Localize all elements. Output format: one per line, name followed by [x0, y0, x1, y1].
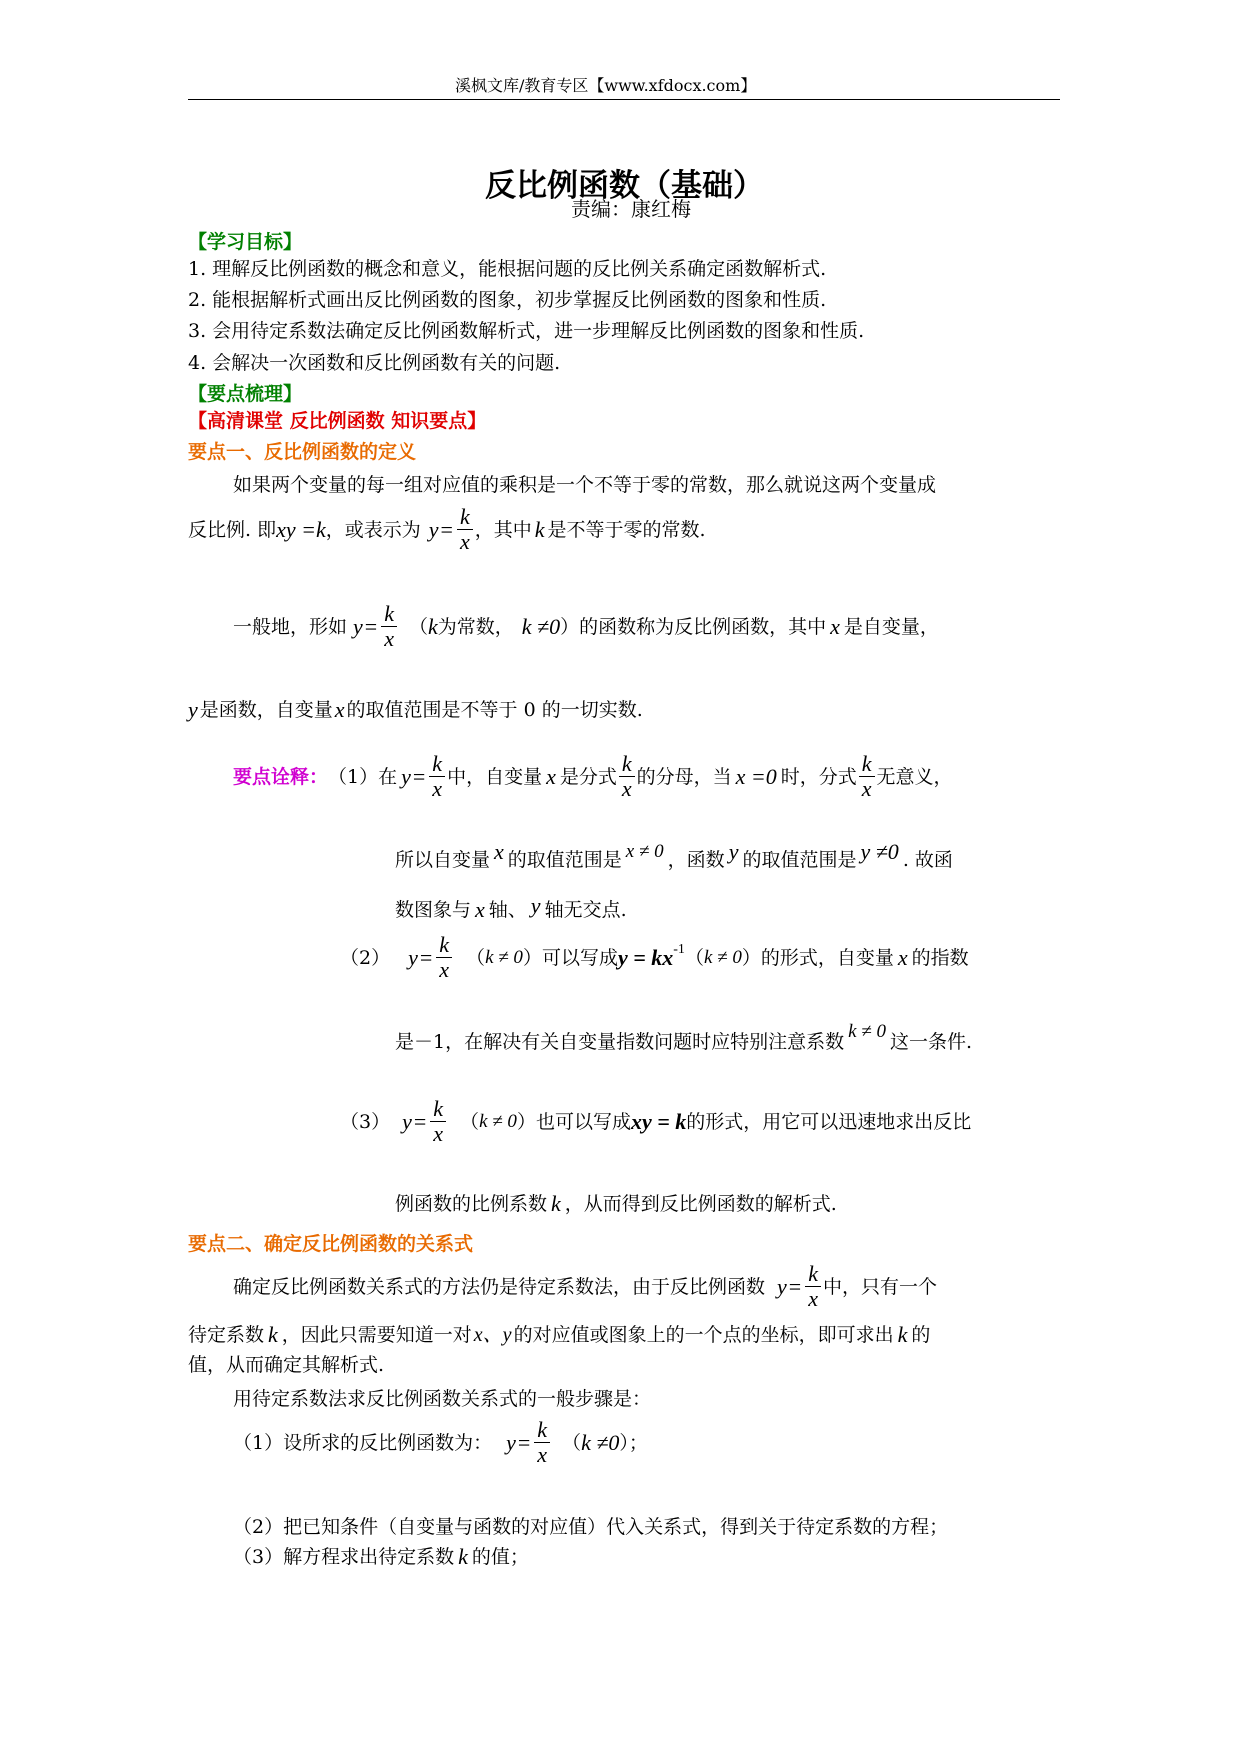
math-y: y [188, 697, 198, 722]
formula-k-neq-0: k ≠0 [521, 613, 561, 639]
math-x: x [546, 763, 556, 789]
fraction-denominator: x [459, 529, 470, 554]
point1-heading: 要点一、反比例函数的定义 [188, 441, 417, 463]
math-eq: = [788, 1273, 802, 1299]
point1-para1-line2 [188, 505, 706, 554]
site-header: 溪枫文库/教育专区【www.xfdocx.com】 [455, 76, 757, 95]
fraction-k-over-x [859, 752, 875, 801]
formula-x-eq-0: x =0 [735, 763, 777, 789]
text: 中，只有一个 [822, 1275, 937, 1298]
formula-xy-eq-k: xy = k [630, 1108, 687, 1134]
point1-para2 [233, 602, 939, 651]
text: ）也可以写成 [516, 1110, 631, 1133]
text: ，或表示为 [325, 518, 421, 541]
text: （ [562, 1431, 582, 1454]
text: 的形式，用它可以迅速地求出反比 [686, 1110, 972, 1133]
note1-line2 [395, 839, 953, 873]
exponent-neg-1: -1 [673, 941, 685, 957]
formula-k-neq-0: k ≠ 0 [703, 946, 742, 968]
fraction-denominator: x [432, 776, 443, 801]
point1-para1-line1: 如果两个变量的每一组对应值的乘积是一个不等于零的常数，那么就说这两个变量成 [233, 474, 937, 496]
text: （3）解方程求出待定系数 [233, 1546, 455, 1568]
note-label: 要点诠释： [233, 765, 329, 788]
math-y: y [408, 944, 418, 970]
step2: （2）把已知条件（自变量与函数的对应值）代入关系式，得到关于待定系数的方程； [233, 1516, 949, 1538]
math-k: k [897, 1322, 908, 1347]
math-x: x [830, 613, 840, 639]
fraction-numerator: k [439, 932, 450, 957]
math-x: x [334, 697, 345, 722]
point2-para1-line1 [233, 1262, 937, 1311]
fraction-denominator: x [861, 776, 872, 801]
fraction-k-over-x [457, 505, 473, 554]
text: （2） [340, 946, 391, 969]
math-k: k [268, 1322, 278, 1347]
text: 的对应值或图象上的一个点的坐标，即可求出 [513, 1324, 894, 1346]
math-y: y [402, 1108, 412, 1134]
goal-item: 1. 理解反比例函数的概念和意义，能根据问题的反比例关系确定函数解析式. [188, 258, 827, 280]
fraction-k-over-x [430, 1097, 446, 1146]
fraction-k-over-x [381, 602, 397, 651]
fraction-k-over-x [534, 1418, 550, 1467]
text: 的 [911, 1324, 931, 1346]
fraction-denominator: x [621, 776, 632, 801]
math-x: x [475, 897, 485, 922]
fraction-k-over-x [429, 752, 445, 801]
text: 中，自变量 [447, 765, 543, 788]
math-y: y [401, 763, 411, 789]
text: ）可以写成 [522, 946, 618, 969]
formula-x-neq-0: x ≠ 0 [625, 841, 664, 862]
text: 的指数 [911, 946, 969, 969]
fraction-denominator: x [439, 957, 450, 982]
formula-k-neq-0: k ≠0 [581, 1429, 620, 1455]
note3-line2 [395, 1191, 837, 1217]
text: 的取值范围是 [742, 849, 857, 871]
text: 所以自变量 [395, 849, 491, 871]
math-y: y [428, 516, 439, 542]
text: 时，分式 [780, 765, 857, 788]
text: 的取值范围是不等于 0 的一切实数. [346, 699, 643, 721]
text: 例函数的比例系数 [395, 1193, 548, 1215]
text: （3） [340, 1110, 391, 1133]
fraction-numerator: k [384, 601, 394, 626]
goal-item: 2. 能根据解析式画出反比例函数的图象，初步掌握反比例函数的图象和性质. [188, 289, 827, 311]
formula-xy-eq-k: xy =k [276, 516, 326, 542]
formula-y-eq-kx-inv: y = kx [617, 944, 674, 970]
point2-para2: 用待定系数法求反比例函数关系式的一般步骤是： [233, 1388, 652, 1410]
fraction-numerator: k [433, 1096, 444, 1121]
header-rule [188, 99, 1060, 100]
fraction-denominator: x [808, 1286, 818, 1311]
math-eq: = [440, 516, 453, 542]
math-k: k [458, 1544, 468, 1569]
math-y: y [728, 839, 739, 864]
math-k: k [534, 516, 545, 542]
text: （ [684, 946, 704, 969]
text: 无意义， [876, 765, 953, 788]
formula-k-neq-0: k ≠ 0 [485, 946, 523, 968]
text: 的值； [471, 1546, 529, 1568]
math-y: y [353, 613, 363, 639]
text: ，从而得到反比例函数的解析式. [564, 1193, 837, 1215]
point2-para1-line3: 值，从而确定其解析式. [188, 1354, 385, 1376]
note1-line3 [395, 893, 627, 923]
math-eq: = [419, 944, 433, 970]
math-y: y [777, 1273, 787, 1299]
math-eq: = [413, 1108, 427, 1134]
text: 为常数， [437, 615, 514, 638]
math-x: x [494, 839, 504, 864]
text: . 故函 [902, 849, 953, 871]
math-eq: = [412, 763, 426, 789]
step1 [233, 1418, 648, 1467]
point2-para1-line2 [188, 1322, 930, 1348]
text: ，其中 [474, 518, 532, 541]
text: （1）在 [328, 765, 398, 788]
math-k: k [551, 1191, 561, 1216]
text: 是分式 [559, 765, 617, 788]
point1-para3 [188, 697, 643, 723]
fraction-k-over-x [619, 752, 635, 801]
text: （ [408, 615, 428, 638]
note1-line1 [233, 752, 953, 801]
note2-line2 [395, 1021, 973, 1055]
video-lesson-heading[interactable]: 【高清课堂 反比例函数 知识要点】 [188, 410, 487, 432]
text: 的取值范围是 [507, 849, 622, 871]
goal-item: 4. 会解决一次函数和反比例函数有关的问题. [188, 352, 561, 374]
text: ，因此只需要知道一对 [281, 1324, 472, 1346]
math-y: y [530, 893, 541, 918]
fraction-denominator: x [433, 1121, 444, 1146]
math-y: y [506, 1429, 516, 1455]
text: 确定反比例函数关系式的方法仍是待定系数法，由于反比例函数 [233, 1275, 766, 1298]
text: 反比例. 即 [188, 518, 277, 541]
fraction-numerator: k [808, 1261, 818, 1286]
formula-x-y-pair: x、y [473, 1324, 512, 1346]
math-x: x [897, 944, 908, 970]
fraction-denominator: x [384, 626, 394, 651]
formula-k-neq-0: k ≠ 0 [479, 1110, 517, 1132]
fraction-numerator: k [537, 1417, 548, 1442]
fraction-numerator: k [432, 751, 443, 776]
formula-k-neq-0: k ≠ 0 [848, 1021, 886, 1042]
text: （ [466, 946, 486, 969]
text: 是自变量， [843, 615, 939, 638]
fraction-numerator: k [861, 751, 872, 776]
text: 待定系数 [188, 1324, 265, 1346]
text: （ [460, 1110, 480, 1133]
point2-heading: 要点二、确定反比例函数的关系式 [188, 1233, 474, 1255]
text: 数图象与 [395, 899, 472, 921]
text: 的分母，当 [636, 765, 732, 788]
text: 是函数，自变量 [199, 699, 333, 721]
fraction-k-over-x [805, 1262, 821, 1311]
goal-item: 3. 会用待定系数法确定反比例函数解析式，进一步理解反比例函数的图象和性质. [188, 320, 865, 342]
text: 这一条件. [889, 1031, 973, 1053]
fraction-k-over-x [436, 933, 452, 982]
fraction-denominator: x [537, 1442, 548, 1467]
text: 轴无交点. [544, 899, 627, 921]
text: 一般地，形如 [233, 615, 348, 638]
text: 轴、 [488, 899, 527, 921]
formula-y-neq-0: y ≠0 [860, 839, 899, 864]
step3 [233, 1544, 529, 1570]
summary-heading: 【要点梳理】 [188, 383, 303, 405]
text: ，函数 [667, 849, 725, 871]
math-k: k [427, 613, 438, 639]
fraction-numerator: k [459, 504, 470, 529]
math-eq: = [517, 1429, 531, 1455]
text: ）的函数称为反比例函数，其中 [560, 615, 827, 638]
note3-line1 [340, 1097, 971, 1146]
text: 是不等于零的常数. [547, 518, 706, 541]
fraction-numerator: k [621, 751, 632, 776]
text: （1）设所求的反比例函数为： [233, 1431, 493, 1454]
text: 是－1，在解决有关自变量指数问题时应特别注意系数 [395, 1031, 845, 1053]
math-eq: = [364, 613, 378, 639]
editor-credit: 责编：康红梅 [571, 197, 691, 221]
goals-heading: 【学习目标】 [188, 231, 303, 253]
text: ）的形式，自变量 [741, 946, 894, 969]
note2-line1 [340, 933, 969, 982]
page-title: 反比例函数（基础） [485, 168, 764, 204]
text: ）； [619, 1431, 648, 1454]
